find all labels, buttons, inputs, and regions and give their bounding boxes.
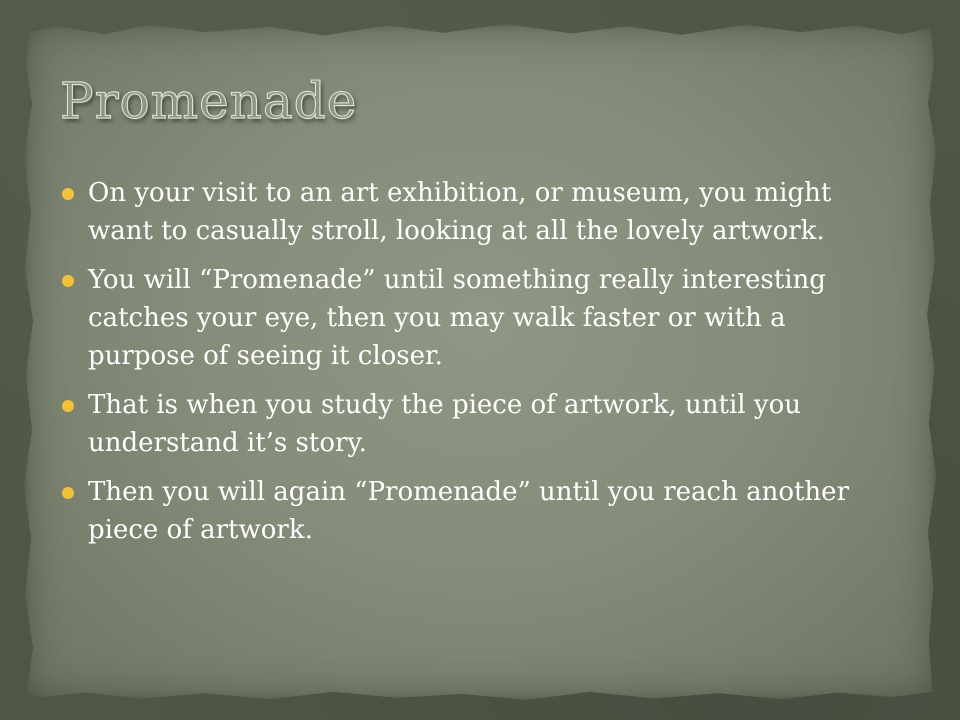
- bullet-item: [62, 174, 892, 250]
- bullet-dot-icon: [62, 487, 74, 499]
- bullet-dot-icon: [62, 188, 74, 200]
- bullet-text: You will “Promenade” until something really interesting catches your eye, then you may walk faster or with a purpose of seeing it closer.: [88, 265, 826, 371]
- bullet-item: [62, 386, 892, 462]
- bullet-text: On your visit to an art exhibition, or museum, you might want to casually stroll, looking at all the lovely artwork.: [88, 178, 832, 246]
- bullet-list: [62, 174, 892, 560]
- bullet-dot-icon: [62, 275, 74, 287]
- bullet-dot-icon: [62, 400, 74, 412]
- slide-title: Promenade: [60, 72, 358, 130]
- bullet-text: That is when you study the piece of artwork, until you understand it’s story.: [88, 390, 801, 458]
- bullet-item: [62, 261, 892, 375]
- bullet-text: Then you will again “Promenade” until you reach another piece of artwork.: [88, 477, 849, 545]
- bullet-item: [62, 473, 892, 549]
